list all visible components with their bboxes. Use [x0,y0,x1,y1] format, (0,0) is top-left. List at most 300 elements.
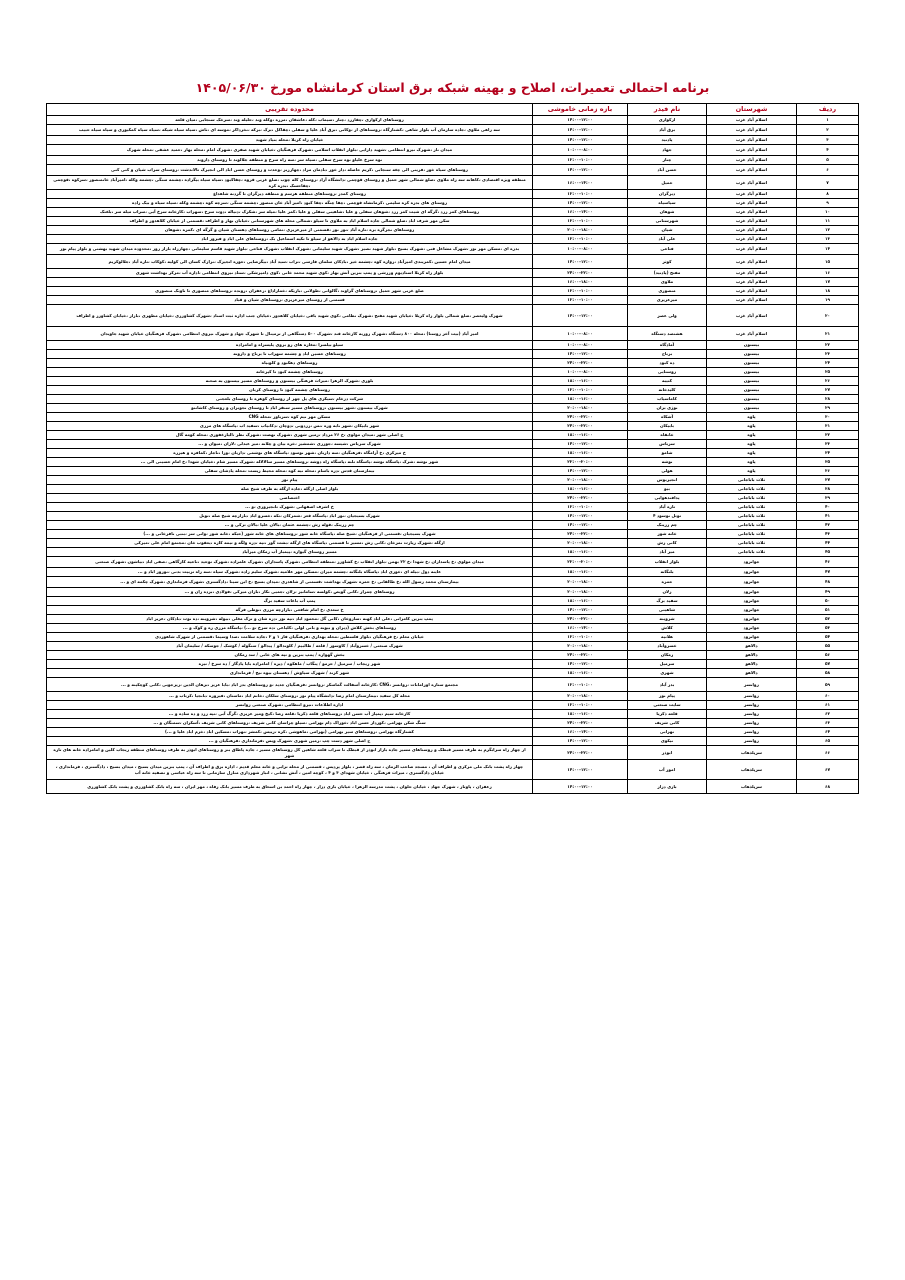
time-cell: ۱۴:۰۰-۱۲:۰۰ [533,512,628,521]
table-row [47,190,859,199]
feeder-cell: ابوذر [628,746,707,760]
area-cell: روستاهای کمر زرد ،گرگه ای شیت کمر زرد ،شوهان سفلی و علیا ،شاهینی سفلی و علیا ،کمر علیا ،میله سر ،شکرک ،دنیاله ،دوت سرخ ،سهراب ،کارخانه سرخ آبی ،سراب میله سر ،بلغتک [47,208,533,217]
time-cell: ۲۰:۰۰-۱۸:۰۰ [533,577,628,588]
row-number: ۴۲ [797,521,859,530]
feeder-cell: شوهان [628,208,707,217]
time-cell: ۱۴:۰۰-۱۲:۰۰ [533,660,628,669]
city-cell: سرپلذهاب [707,746,797,760]
city-cell: پاوه [707,431,797,440]
table-row [47,244,859,255]
time-cell: ۱۴:۰۰-۱۲:۰۰ [533,305,628,327]
feeder-cell: شروینه [628,615,707,624]
area-cell: روستاهای چشمه کبود تا روستای کربان [47,386,533,395]
feeder-cell: علی آباد [628,235,707,244]
area-cell: ج اصلی شهر ،میدان مولوی ،خ ۲۶ مرداد ،زمین شهری ،شهرک نهضت ،شهرک نظر ،الیارغفوری ،محله کومه گال [47,431,533,440]
time-cell: ۲۰:۰۰-۱۸:۰۰ [533,226,628,235]
feeder-cell: ارکوازی [628,116,707,125]
row-number: ۲۳ [797,350,859,359]
feeder-cell: میرعزیزی [628,296,707,305]
feeder-cell: توتل نوسود ۴ [628,512,707,521]
row-number: ۵۵ [797,642,859,651]
area-cell: میدان ناز ،شهرک نیرو انتظامی ،شهید دارایی ،بلوار انقلاب اسلامی ،شهرک فرهنگیان ،خیابان شهید صفری ،شهرک امام ،محله بهار ،حمید عشقی ،محله شهرک [47,145,533,156]
feeder-cell: شیان [628,226,707,235]
row-number: ۵۰ [797,597,859,606]
city-cell: جوانرود [707,557,797,568]
table-row [47,651,859,660]
time-cell: ۱۰:۰۰-۰۸:۰۰ [533,244,628,255]
city-cell: اسلام آباد غرب [707,296,797,305]
time-cell: ۱۴:۰۰-۱۲:۰۰ [533,606,628,615]
feeder-cell: هولی [628,467,707,476]
area-cell: از چهار راه سرابگرم به طرف مسیر قبطک و روستاهای مسیر جاده بازار ابوذر از قبطک تا سراب قلعه شاهین کل روستاهای مسیر ، جاده پاطاق بنر و روستاهای ابوذر به طرف روستاهای منطقه ریجاب کلین و امامزاده خانه های تازه شهر [47,746,533,760]
area-cell: بلوار راه کربلا استادیوم ورزشی و پمپ بنزین آتش بهار ،کوی شهید محمد خانی ،کوی دامپزشکی ،ستاد نیروی انتظامی ،اداره آب ،مرکز بهداشت شهری [47,269,533,278]
city-cell: اسلام آباد غرب [707,226,797,235]
area-cell: بیمارستان محمد رسول الله ،خ طالقانی ،خ حمزه ،شهرک بهداشت ،قسمتی از شاهدری ،میدان بسیج ،خ ابن سینا ،دادگستری ،شهرک فرمانداری ،شهرک چکمه ای و ... [47,577,533,588]
table-row [47,660,859,669]
city-cell: بیستون [707,377,797,386]
table-row [47,568,859,577]
city-cell: پاوه [707,458,797,467]
table-row [47,350,859,359]
feeder-cell: نهرابی [628,728,707,737]
row-number: ۵۴ [797,633,859,642]
city-cell: اسلام آباد غرب [707,199,797,208]
row-number: ۵۹ [797,678,859,692]
table-row [47,467,859,476]
row-number: ۳ [797,136,859,145]
city-cell: اسلام آباد غرب [707,305,797,327]
feeder-cell: کانی شریف [628,719,707,728]
time-cell: ۱۲:۰۰-۱۰:۰۰ [533,235,628,244]
feeder-cell: پدافندهوایی [628,494,707,503]
city-cell: دالاهو [707,660,797,669]
area-cell: کارخانه سیم ،پمپاژ آب حسن اباد ،روستاهای قلعه ذکریا ،قلعه رضا ،کیخ ومیر عزیزی ،گرگ آبی ،تپه زرد و ده ساده و ... [47,710,533,719]
area-cell: سکن مهر شرف اباد ،ضلع شمالی جاده اسلام اباد به ملاوی تا سیلو ،شمالی محله های شهرستانی ،خیابان بهار و اطراف ،قسمتی از خیابان کلاهدوز و اطراف [47,217,533,226]
feeder-cell: سفید برگ [628,597,707,606]
feeder-cell: کتیبه [628,377,707,386]
time-cell: ۱۲:۰۰-۱۰:۰۰ [533,503,628,512]
feeder-cell: خانه شور [628,530,707,539]
row-number: ۵۲ [797,615,859,624]
row-number: ۳۳ [797,440,859,449]
time-cell: ۱۲:۰۰-۱۰:۰۰ [533,296,628,305]
table-row [47,548,859,557]
city-cell: اسلام آباد غرب [707,287,797,296]
table-row [47,287,859,296]
feeder-cell: سرمیل [628,660,707,669]
area-cell: قسمتی از روستای میرعزیزی ،روستاهای شیان و قباد [47,296,533,305]
area-cell: روستاهای ارکوازی ،چقارزد ،چنار ،سیماب ،کله ،عاشقان ،مرزه ،وکله وند ،حلیله وند ،سرخک سنجابی ،میان قلعه [47,116,533,125]
table-row [47,156,859,165]
city-cell: جوانرود [707,633,797,642]
time-cell: ۱۲:۰۰-۱۰:۰۰ [533,678,628,692]
area-cell: بلوار اصلی ازگله ،جاده ازگله به طرف شیخ صله [47,485,533,494]
row-number: ۲ [797,125,859,136]
table-row [47,615,859,624]
city-cell: اسلام آباد غرب [707,327,797,341]
feeder-cell: آشکاه [628,413,707,422]
area-cell: سیلو بیلسرا ،مغازه های رو بروی پلیسراه و امامزاده [47,341,533,350]
feeder-cell: جهاد [628,145,707,156]
table-row [47,539,859,548]
time-cell: ۱۴:۰۰-۱۲:۰۰ [533,780,628,794]
area-cell: سنگ شکن بهرامی ،کوزدار حسن اباد ،خوراک دام بهرامی ،سیلو چراسان کانی شریف ،روستاهای کانی شریف ،آسکران ،سمنگان و ... [47,719,533,728]
time-cell: ۲۲:۰۰-۲۰:۰۰ [533,557,628,568]
area-cell: اختصاصی [47,494,533,503]
area-cell: شهر نوشه ،شرک ،پاسگاه نوشه ،پاسگاه تلنه ،پاسگاه راه دوشه ،روستاهای مسیر سالالاله ،شهرک مسیر شام ،خیابان شهدا ،خ امام حسینی الی ... [47,458,533,467]
feeder-cell: انجیرنوس [628,476,707,485]
row-number: ۳۱ [797,422,859,431]
feeder-cell: بدر آباد [628,678,707,692]
row-number: ۶۵ [797,737,859,746]
city-cell: پاوه [707,422,797,431]
header-row-number: ردیف [797,104,859,116]
city-cell: اسلام آباد غرب [707,156,797,165]
row-number: ۴۹ [797,588,859,597]
area-cell: شهرک صنعتی / خسروآباد / کاوسور / قلعه / طالبیم / کلوندالو / پیدالو / سنگوله / کوشک / جوسکه / سلیمان آباد [47,642,533,651]
time-cell: ۱۴:۰۰-۱۲:۰۰ [533,737,628,746]
time-cell: ۲۰:۰۰-۱۸:۰۰ [533,588,628,597]
area-cell: روستاهای حسین اباد و چشمه سهراب تا برناج و دارونه [47,350,533,359]
time-cell: ۲۰:۰۰-۱۸:۰۰ [533,692,628,701]
header-city: شهرستان [707,104,797,116]
area-cell: روستاهای بخش کلاش (دیزان و بیونه و بانی لولی ،کلیاعی ،ده سرخ ،و ...) ،پاسگاه مرزی ره و کوک و ... [47,624,533,633]
city-cell: روانسر [707,719,797,728]
row-number: ۱۴ [797,244,859,255]
city-cell: اسلام آباد غرب [707,208,797,217]
area-cell: شهرک بیستون ،شهر بیستون ،روستاهای مسیر سنقر اباد تا روستای نجوبران و روستای کاشانتو [47,404,533,413]
row-number: ۳۸ [797,485,859,494]
row-number: ۶۸ [797,780,859,794]
city-cell: پاوه [707,467,797,476]
row-number: ۶ [797,165,859,176]
feeder-cell: هلانیه [628,633,707,642]
time-cell: ۱۴:۰۰-۱۲:۰۰ [533,116,628,125]
table-row [47,624,859,633]
table-row [47,440,859,449]
city-cell: ثلاث باباجانی [707,476,797,485]
feeder-cell: شهری [628,669,707,678]
table-row [47,176,859,190]
area-cell: منطقه ویژه اقتصادی ،کاهانه سه راه ملاوی ،ضلع شمالی شهر حمیل و روستای قوچمی ،دانشگاه آزاد ،روستای کله چوب ،ضلع غربی قروه ،چقاکبود ،سیاه سیاه بیگزاده ،چشمه سنگی ،چشمه وکله ،امیرآباد خانمنصور ،سرکوه ،قوچمی ،چقاحسک ،بدره کره [47,176,533,190]
city-cell: بیستون [707,350,797,359]
time-cell: ۲۴:۰۰-۲۲:۰۰ [533,269,628,278]
city-cell: اسلام آباد غرب [707,235,797,244]
table-row [47,737,859,746]
time-cell: ۱۰:۰۰-۰۸:۰۰ [533,341,628,350]
area-cell: روستای کمدر ،روستاهای منطقه هرسم و منطقه دیزگران تا گردنه شاهداغ [47,190,533,199]
area-cell: شهرک بسیجیان ،قسمتی از فرهنگیان ،شیخ صله ،پاسگاه خانه شور ،روستاهای های خانه شور (حبکه ،خانه شور ،وانی سر ،بنبی نافرخانی و ...) [47,530,533,539]
table-row [47,395,859,404]
area-cell: جاده اسلام اباد به دالاهو از سیلو تا تکیه اسماعیل بک ،روستاهای علی اباد و فیروز اباد [47,235,533,244]
feeder-cell: ده کبود [628,359,707,368]
area-cell: ازگله ،شهرک زیارت نمرخان ،کانی رش ،مسیر تا قسمتی ،پاسگاه های ازگله ،بشت گور ،تپه ،دره ولگه و تیمه کاره ،یعقوب خان ،مجتمع امام علی ،میرکی [47,539,533,548]
feeder-cell: ملاوی [628,278,707,287]
time-cell: ۲۰:۰۰-۱۸:۰۰ [533,404,628,413]
table-body [47,116,859,794]
time-cell: ۱۴:۰۰-۱۲:۰۰ [533,199,628,208]
time-cell: ۱۴:۰۰-۱۲:۰۰ [533,255,628,269]
city-cell: دالاهو [707,651,797,660]
row-number: ۲۲ [797,341,859,350]
page-title: برنامه احتمالی تعمیرات، اصلاح و بهینه شبکه برق استان کرمانشاه مورخ ۱۴۰۵/۰۶/۳۰ [195,80,710,95]
header-time: بازه زمانی خاموشی [533,104,628,116]
row-number: ۱۷ [797,278,859,287]
time-cell: ۱۸:۰۰-۱۶:۰۰ [533,449,628,458]
table-row [47,503,859,512]
area-cell: پیام نور [47,476,533,485]
city-cell: جوانرود [707,597,797,606]
table-row [47,633,859,642]
time-cell: ۱۴:۰۰-۱۲:۰۰ [533,350,628,359]
time-cell: ۱۴:۰۰-۱۲:۰۰ [533,165,628,176]
city-cell: ثلاث باباجانی [707,539,797,548]
feeder-cell: هشتصد دستگاه [628,327,707,341]
feeder-cell: امور آب [628,760,707,780]
row-number: ۶۴ [797,728,859,737]
feeder-cell: فتاحی [628,244,707,255]
city-cell: بیستون [707,368,797,377]
feeder-cell: قلعه ذکریا [628,710,707,719]
time-cell: ۲۲:۰۰-۲۰:۰۰ [533,458,628,467]
city-cell: پاوه [707,440,797,449]
table-row [47,422,859,431]
header-area: محدوده تقریبی [47,104,533,116]
area-cell: مسیر روستای گیواره ،پیمباز آب زمکان میرآباد [47,548,533,557]
table-row [47,642,859,651]
row-number: ۱۲ [797,226,859,235]
row-number: ۴۶ [797,557,859,568]
table-row [47,476,859,485]
feeder-cell: زلان [628,588,707,597]
area-cell: شهر کرند / شهرک سیاوش / دهستان بیوه نیج / فرمانداری [47,669,533,678]
feeder-cell: سیاسیاه [628,199,707,208]
row-number: ۶۲ [797,710,859,719]
row-number: ۳۷ [797,476,859,485]
table-row [47,165,859,176]
row-number: ۳۵ [797,458,859,467]
feeder-cell: چنار [628,156,707,165]
table-row [47,125,859,136]
time-cell: ۱۲:۰۰-۱۰:۰۰ [533,190,628,199]
row-number: ۳۲ [797,431,859,440]
time-cell: ۱۴:۰۰-۱۲:۰۰ [533,760,628,780]
row-number: ۱۰ [797,208,859,217]
row-number: ۶۱ [797,701,859,710]
table-row [47,116,859,125]
row-number: ۱۵ [797,255,859,269]
area-cell: مسکن مهر نیم کوه ،سرباور ،محله CNG [47,413,533,422]
table-row [47,368,859,377]
feeder-cell: پیام نور [628,692,707,701]
city-cell: اسلام آباد غرب [707,244,797,255]
feeder-cell: خسروآباد [628,642,707,651]
time-cell: ۲۰:۰۰-۱۸:۰۰ [533,539,628,548]
city-cell: جوانرود [707,568,797,577]
table-row [47,377,859,386]
table-row [47,386,859,395]
feeder-cell: پادنید [628,136,707,145]
feeder-cell: روستایی [628,368,707,377]
time-cell: ۱۲:۰۰-۱۰:۰۰ [533,156,628,165]
row-number: ۸ [797,190,859,199]
row-number: ۳۴ [797,449,859,458]
city-cell: اسلام آباد غرب [707,255,797,269]
table-row [47,512,859,521]
city-cell: بیستون [707,395,797,404]
table-row [47,431,859,440]
area-cell: خیابان معلم ،خ فرهنگیان ،بلوار فلسطین ،محله بهداری ،فرهنگیان فاز ۱ و ۲ ،جاده سلامت ،صدا وسیما ،قسمتی از شهرک شاهوردی [47,633,533,642]
city-cell: بیستون [707,404,797,413]
city-cell: اسلام آباد غرب [707,136,797,145]
city-cell: جوانرود [707,577,797,588]
table-row [47,217,859,226]
feeder-cell: کوثر [628,255,707,269]
row-number: ۵ [797,156,859,165]
area-cell: خ سعدی ،خ امام شافعی ،بازارچه مرزی ،نوطی فرگه [47,606,533,615]
table-row [47,760,859,780]
time-cell: ۱۸:۰۰-۱۶:۰۰ [533,568,628,577]
row-number: ۲۵ [797,368,859,377]
time-cell: ۱۰:۰۰-۰۸:۰۰ [533,145,628,156]
feeder-cell: تازه آباد [628,503,707,512]
outage-schedule-table [46,103,859,794]
city-cell: پاوه [707,413,797,422]
feeder-cell: کاماسیاب [628,395,707,404]
row-number: ۵۶ [797,651,859,660]
feeder-cell: بازی دراز [628,780,707,794]
row-number: ۱۳ [797,235,859,244]
table-row [47,494,859,503]
row-number: ۲۰ [797,305,859,327]
time-cell: ۱۶:۰۰-۱۴:۰۰ [533,208,628,217]
table-row [47,710,859,719]
feeder-cell: سرباس [628,440,707,449]
area-cell: اداره اطلاعات ،نیرو انتظامی ،شهرک صنعتی روانسر [47,701,533,710]
area-cell: شهرک بسیجیان ،نور اباد ،پاسگاه قعر ،شمرکان ،تکه ،خسرو اباد ،بازارچه شیخ صله ،تونل [47,512,533,521]
time-cell: ۱۴:۰۰-۱۲:۰۰ [533,521,628,530]
table-row [47,449,859,458]
feeder-cell: برق آباد [628,125,707,136]
city-cell: سرپلذهاب [707,760,797,780]
table-row [47,145,859,156]
feeder-cell: شاهینی [628,606,707,615]
time-cell: ۱۸:۰۰-۱۶:۰۰ [533,377,628,386]
area-cell: چهار راه پشت بانک ملی مرکزی و اطراف آن ، مسجد صاحب الزمان ، سه راه قصر ، بلوار پردیس ، قسمتی از محله ترابی و خانه معلم قدیم ، اداره برق و اطراف آن ، پمپ بنزین میدان بسیج ، میدان بسیج ، دادگستری ، فرمانداری ، خیابان دادگستری ، میراث فرهنگی ، خیابان شهدای ۳ و ۴ ، کوچه امین ، آتش نشانی ، انبار شهرداری منازل سازمانی تا سه راه عباسی و تصفیه خانه آب [47,760,533,780]
city-cell: جوانرود [707,606,797,615]
row-number: ۱ [797,116,859,125]
feeder-cell: خانقاه [628,431,707,440]
row-number: ۶۰ [797,692,859,701]
city-cell: پاوه [707,449,797,458]
row-number: ۳۶ [797,467,859,476]
table-row [47,557,859,568]
feeder-cell: آمادگاه [628,341,707,350]
city-cell: دالاهو [707,642,797,651]
table-row [47,208,859,217]
feeder-cell: حسن آباد [628,165,707,176]
row-number: ۴ [797,145,859,156]
header-feeder: نام فیدر [628,104,707,116]
feeder-cell: دیزگران [628,190,707,199]
area-cell: ضلع غربی شهر حمیل ،روستاهای گراوند ،گالوانی ،طولانی ،باریکه ،خماراداغ ،زعفران ،رونده ،روستاهای منصوری تا ناونک منصوری [47,287,533,296]
city-cell: جوانرود [707,624,797,633]
table-row [47,746,859,760]
feeder-cell: حمیل [628,176,707,190]
time-cell: ۱۲:۰۰-۱۰:۰۰ [533,386,628,395]
time-cell: ۲۴:۰۰-۲۲:۰۰ [533,615,628,624]
time-cell: ۱۶:۰۰-۱۴:۰۰ [533,728,628,737]
area-cell: شهرک ولیعصر ،ضلع شمالی بلوار راه کربلا ،خیابان شهید مفتح ،شهرک نظامی ،کوی شهید باقی ،خیابان کلاهدوز ،خیابان جنب اداره ثبت اسناد ،شهرک کشاورزی ،خیابان مطهری ،بازار ،خیابان کشاورز و اطراف [47,305,533,327]
row-number: ۹ [797,199,859,208]
feeder-cell: بلوار انقلاب [628,557,707,568]
city-cell: ثلاث باباجانی [707,512,797,521]
feeder-cell: شامو [628,449,707,458]
row-number: ۵۷ [797,660,859,669]
row-number: ۴۱ [797,512,859,521]
city-cell: بیستون [707,359,797,368]
row-number: ۳۹ [797,494,859,503]
city-cell: ثلاث باباجانی [707,494,797,503]
area-cell: شهر بابیکان ،شهر نابه وره ،نس ،زردوبی ،دوچان ،دکانیاب ،سفید اب ،پاسگاه های مرزی [47,422,533,431]
area-cell: پمپ بنزین کامرانی ،علی اباد کهنه ،ساروخان ،کانی گل ،محمود اباد ،تپه نور ،دره شان و ترک مغلی ،بیوله ،شروینه ،ده نوت ،بادکان ،عزیز اباد [47,615,533,624]
table-row [47,278,859,287]
row-number: ۶۷ [797,760,859,780]
city-cell: اسلام آباد غرب [707,176,797,190]
feeder-cell: نوشه [628,458,707,467]
area-cell [47,278,533,287]
time-cell: ۱۲:۰۰-۱۰:۰۰ [533,217,628,226]
area-cell: بیمارستان قدس ،دره باسام ،محله نیه کوه ،محله محیط زیست ،محله پادشان سفلی [47,467,533,476]
area-cell: خ میرکزی ،خ آرامگاه ،فرهنگیان ،سه داربان ،شهر نوسود ،پاسگاه های نوشمی ،داربان ،ورا ،ناجار ،کمافره و هیرزه [47,449,533,458]
area-cell: روستای های بدره کره سلیمی ،کرمانشاه قوچمی ،چقا چنگه ،چقا کبود ،امیر آباد خان منصور ،چشمه سنگی ،سرچه کوه ،چشمه وکله ،سیاه سیاه و بیک زاده [47,199,533,208]
row-number: ۴۷ [797,568,859,577]
table-row [47,521,859,530]
area-cell: روستاهای سیاه خور ،فرینی الی چغه سنجابی ،کریم حاصله ،دار خور ،بادمان مراد ،چهارزبر ،وحدت و روستای حسن اباد الی انجیرک تالاندشت ،روستای سراب شیان و کنی کنی [47,165,533,176]
area-cell: عاینه دول ،بیله ای ،خوری اباد ،پاسگاه بلنگانه ،چشمه میران ،مسکن مهر علامیه ،شهرک سلیم زاده ،شهرک سپاه ،سه راه تربیت بدنی ،نوروز اباد و ... [47,568,533,577]
time-cell: ۲۴:۰۰-۲۲:۰۰ [533,359,628,368]
row-number: ۱۶ [797,269,859,278]
city-cell: روانسر [707,678,797,692]
city-cell: ثلاث باباجانی [707,503,797,512]
area-cell: میدان امام حسین ،کمربندی امیرآباد ،زواره کوه ،چشمه خیر ،بادکان سلمان فارسی ،تراب ،سید آباد ،بیگرضایی ،حوزه انجیرک ،نزارک کسان الی کولیه ،کوکاب ،تازه آباد ،جلالوکریم [47,255,533,269]
city-cell: اسلام آباد غرب [707,278,797,287]
table-row [47,597,859,606]
table-row [47,359,859,368]
time-cell: ۲۴:۰۰-۲۲:۰۰ [533,494,628,503]
row-number: ۵۳ [797,624,859,633]
area-cell: شهر ریجاب / سرمیل / حرمو / پنگاب / ماهکوه / دیره / امامزاده بابا یادگار / ده سرخ / تیره [47,660,533,669]
row-number: ۵۸ [797,669,859,678]
time-cell: ۱۸:۰۰-۱۶:۰۰ [533,431,628,440]
time-cell: ۱۴:۰۰-۱۲:۰۰ [533,136,628,145]
feeder-cell: نوژی بران [628,404,707,413]
table-row [47,577,859,588]
row-number: ۲۴ [797,359,859,368]
feeder-cell: بابیکان [628,422,707,431]
table-row [47,341,859,350]
time-cell: ۱۰:۰۰-۰۸:۰۰ [533,327,628,341]
city-cell: روانسر [707,692,797,701]
time-cell: ۱۸:۰۰-۱۶:۰۰ [533,710,628,719]
area-cell: محله کل سفید ،بیمارستان امام رضا ،دانشگاه پیام نور ،روستای سلکان ،خانم اباد ،ماستان ،فیروزه ،بانجیا ،کرتاب و ... [47,692,533,701]
time-cell: ۱۶:۰۰-۱۴:۰۰ [533,176,628,190]
table-row [47,404,859,413]
row-number: ۶۳ [797,719,859,728]
table-row [47,678,859,692]
time-cell: ۲۴:۰۰-۲۲:۰۰ [533,422,628,431]
row-number: ۵۱ [797,606,859,615]
